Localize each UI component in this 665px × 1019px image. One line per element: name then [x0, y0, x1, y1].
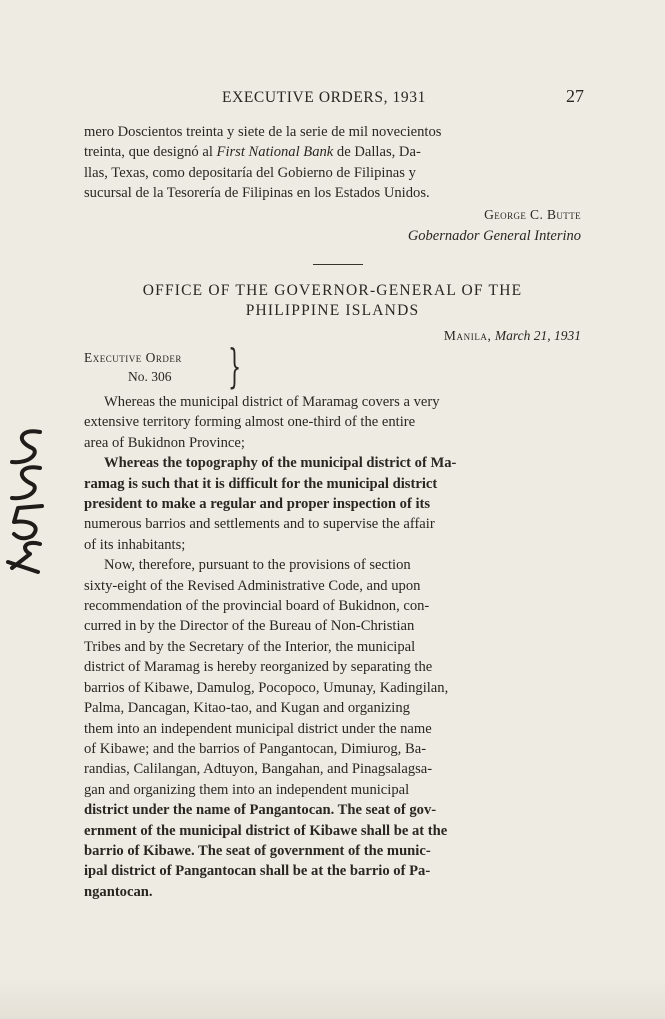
dateline-date: March 21, 1931: [494, 328, 581, 343]
text-line: mero Doscientos treinta y siete de la serie de mil novecientos: [84, 124, 442, 140]
text-line: gan and organizing them into an independent municipal: [84, 781, 410, 798]
dateline: [444, 328, 581, 344]
handwritten-stroke: [12, 431, 40, 462]
bank-name: First National Bank: [216, 144, 334, 161]
text-line: Tribes and by the Secretary of the Interior, the municipal: [84, 638, 416, 655]
text-line: ernment of the municipal district of Kibawe shall be at the: [84, 822, 448, 839]
running-title: EXECUTIVE ORDERS, 1931: [222, 89, 426, 106]
page-shadow: [0, 979, 665, 1019]
office-heading-line: OFFICE OF THE GOVERNOR-GENERAL OF THE: [142, 282, 523, 299]
text-line: sucursal de la Tesorería de Filipinas en los Estados Unidos.: [84, 185, 430, 202]
text-line: numerous barrios and settlements and to supervise the affair: [84, 516, 435, 533]
text-line: of its inhabitants;: [84, 536, 186, 553]
section-divider: [313, 264, 363, 265]
text-line: extensive territory forming almost one-third of the entire: [84, 414, 416, 431]
text-line: area of Bukidnon Province;: [84, 434, 245, 451]
paragraph-whereas-1: Whereas the municipal district of Maramag covers a very: [104, 394, 440, 410]
text-line: district of Maramag is hereby reorganized by separating the: [84, 659, 433, 676]
paragraph-now-therefore: Now, therefore, pursuant to the provisions of section: [104, 557, 411, 574]
text-line: Palma, Dancagan, Kitao-tao, and Kugan and organizing: [84, 700, 410, 717]
order-body: [84, 392, 581, 902]
text-line: them into an independent municipal district under the name: [84, 720, 432, 737]
running-header: [84, 86, 584, 110]
order-label: [84, 348, 182, 386]
order-kind: Executive Order: [84, 350, 182, 365]
continuation-paragraph: [84, 122, 581, 204]
paragraph-whereas-2: Whereas the topography of the municipal district of Ma-: [104, 455, 457, 472]
text-line: sixty-eight of the Revised Administrative Code, and upon: [84, 577, 421, 594]
text-line: district under the name of Pangantocan. The seat of gov-: [84, 802, 437, 819]
text-line: treinta, que designó al First National Bank de Dallas, Da-: [84, 144, 421, 161]
text-line: ngantocan.: [84, 883, 153, 900]
office-heading: [84, 281, 581, 321]
office-heading-line: PHILIPPINE ISLANDS: [245, 302, 420, 319]
handwritten-margin-annotation: [0, 422, 50, 582]
text-line: president to make a regular and proper inspection of its: [84, 496, 431, 513]
text-line: recommendation of the provincial board of Bukidnon, con-: [84, 598, 430, 615]
text-line: llas, Texas, como depositaría del Gobierno de Filipinas y: [84, 164, 416, 181]
page-number: 27: [566, 86, 584, 106]
text-line: curred in by the Director of the Bureau of Non-Christian: [84, 618, 415, 635]
dateline-place: Manila,: [443, 328, 492, 343]
handwritten-stroke: [12, 467, 40, 498]
handwritten-stroke: [14, 506, 42, 538]
text-line: barrio of Kibawe. The seat of government of the munic-: [84, 842, 431, 859]
text-line: randias, Calilangan, Adtuyon, Bangahan, and Pinagsalagsa-: [84, 761, 433, 778]
order-number: No. 306: [128, 369, 172, 384]
text-line: ipal district of Pangantocan shall be at the barrio of Pa-: [84, 863, 431, 880]
brace-symbol: }: [228, 339, 242, 393]
text-line: of Kibawe; and the barrios of Pangantocan, Dimiurog, Ba-: [84, 740, 427, 757]
signatory-name: George C. Butte: [484, 207, 581, 222]
signatory-title: Gobernador General Interino: [407, 228, 581, 244]
text-line: ramag is such that it is difficult for the municipal district: [84, 475, 438, 492]
text-line: barrios of Kibawe, Damulog, Pocopoco, Umunay, Kadingilan,: [84, 679, 449, 696]
